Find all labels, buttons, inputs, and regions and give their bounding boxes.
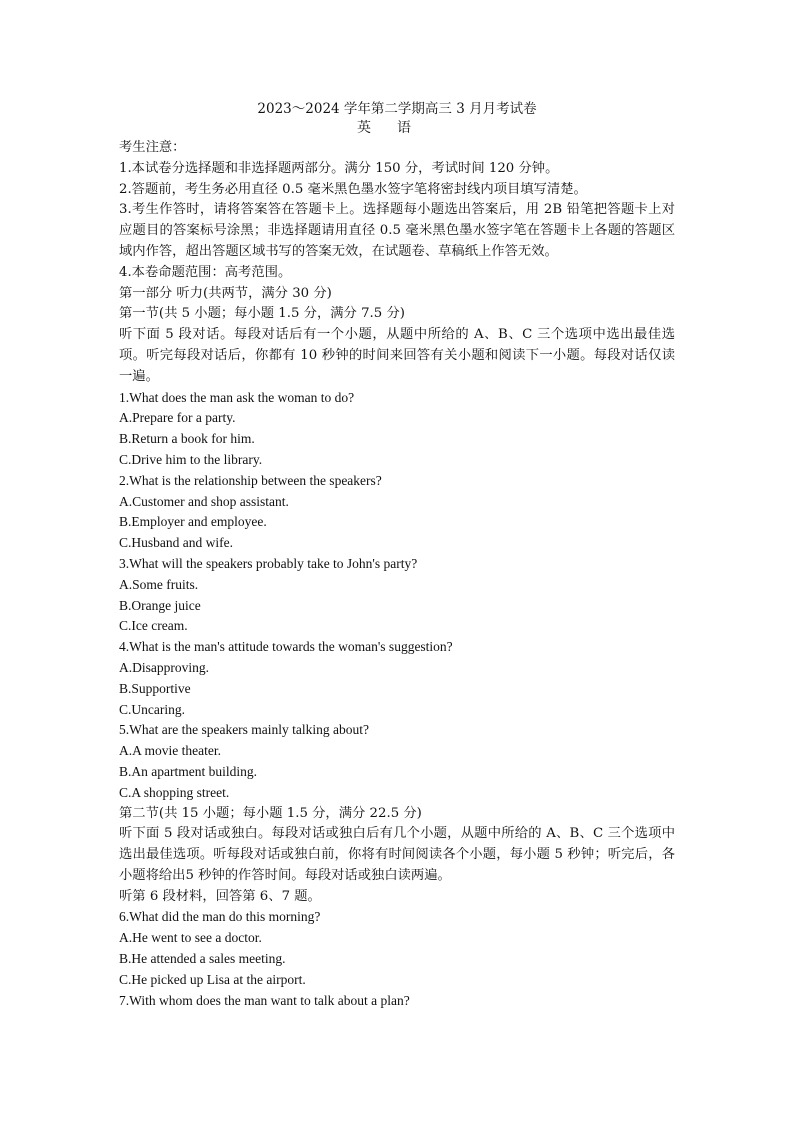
section1-instruction: 听下面 5 段对话。每段对话后有一个小题，从题中所给的 A、B、C 三个选项中选出最佳选项。听完每段对话后，你都有 10 秒钟的时间来回答有关小题和阅读下一小题。每段对话仅读一遍。 — [119, 327, 675, 384]
option: B.He attended a sales meeting. — [119, 951, 286, 967]
question: 6.What did the man do this morning? — [119, 909, 321, 925]
material-label: 听第 6 段材料，回答第 6、7 题。 — [119, 888, 321, 904]
option: A.Disapproving. — [119, 659, 209, 675]
option: B.Orange juice — [119, 597, 201, 613]
option: B.Employer and employee. — [119, 514, 267, 530]
notice-item: 2.答题前，考生务必用直径 0.5 毫米黑色墨水签字笔将密封线内项目填写清楚。 — [119, 181, 587, 197]
question: 1.What does the man ask the woman to do? — [119, 389, 355, 405]
section2-heading: 第二节(共 15 小题；每小题 1.5 分，满分 22.5 分) — [119, 805, 422, 821]
section1-heading: 第一节(共 5 小题；每小题 1.5 分，满分 7.5 分) — [119, 306, 405, 322]
exam-title: 2023～2024 学年第二学期高三 3 月月考试卷 — [257, 101, 537, 117]
option: A.Some fruits. — [119, 576, 199, 592]
subject-title: 英语 — [357, 120, 437, 136]
option: B.Return a book for him. — [119, 431, 255, 447]
option: C.Uncaring. — [119, 701, 185, 717]
option: C.He picked up Lisa at the airport. — [119, 971, 306, 987]
question: 4.What is the man's attitude towards the woman's suggestion? — [119, 639, 453, 655]
option: C.Husband and wife. — [119, 535, 233, 551]
option: B.Supportive — [119, 680, 191, 696]
question: 5.What are the speakers mainly talking about? — [119, 722, 370, 738]
section2-instruction: 听下面 5 段对话或独白。每段对话或独白后有几个小题，从题中所给的 A、B、C 三个选项中选出最佳选项。听每段对话或独白前，你将有时间阅读各个小题，每小题 5 秒钟；听完后，各小题将给出5 秒钟的作答时间。每段对话或独白读两遍。 — [119, 826, 675, 883]
notice-item: 4.本卷命题范围：高考范围。 — [119, 264, 292, 280]
option: A.Prepare for a party. — [119, 410, 236, 426]
option: C.Drive him to the library. — [119, 451, 263, 467]
option: A.Customer and shop assistant. — [119, 493, 289, 509]
option: A.A movie theater. — [119, 743, 221, 759]
part1-heading: 第一部分 听力(共两节，满分 30 分) — [119, 285, 332, 301]
option: C.Ice cream. — [119, 618, 188, 634]
option: B.An apartment building. — [119, 763, 257, 779]
option: A.He went to see a doctor. — [119, 930, 262, 946]
question: 2.What is the relationship between the speakers? — [119, 472, 382, 488]
option: C.A shopping street. — [119, 784, 230, 800]
question: 7.With whom does the man want to talk about a plan? — [119, 992, 410, 1008]
notice-item: 1.本试卷分选择题和非选择题两部分。满分 150 分，考试时间 120 分钟。 — [119, 160, 559, 176]
notice-heading: 考生注意： — [119, 140, 186, 155]
question: 3.What will the speakers probably take to John's party? — [119, 555, 418, 571]
exam-body — [119, 138, 675, 1011]
notice-item: 3.考生作答时，请将答案答在答题卡上。选择题每小题选出答案后，用 2B 铅笔把答题卡上对应题目的答案标号涂黑；非选择题请用直径 0.5 毫米黑色墨水签字笔在答题卡上各题的答题区域内作答，超出答题区域书写的答案无效，在试题卷、草稿纸上作答无效。 — [119, 202, 675, 259]
